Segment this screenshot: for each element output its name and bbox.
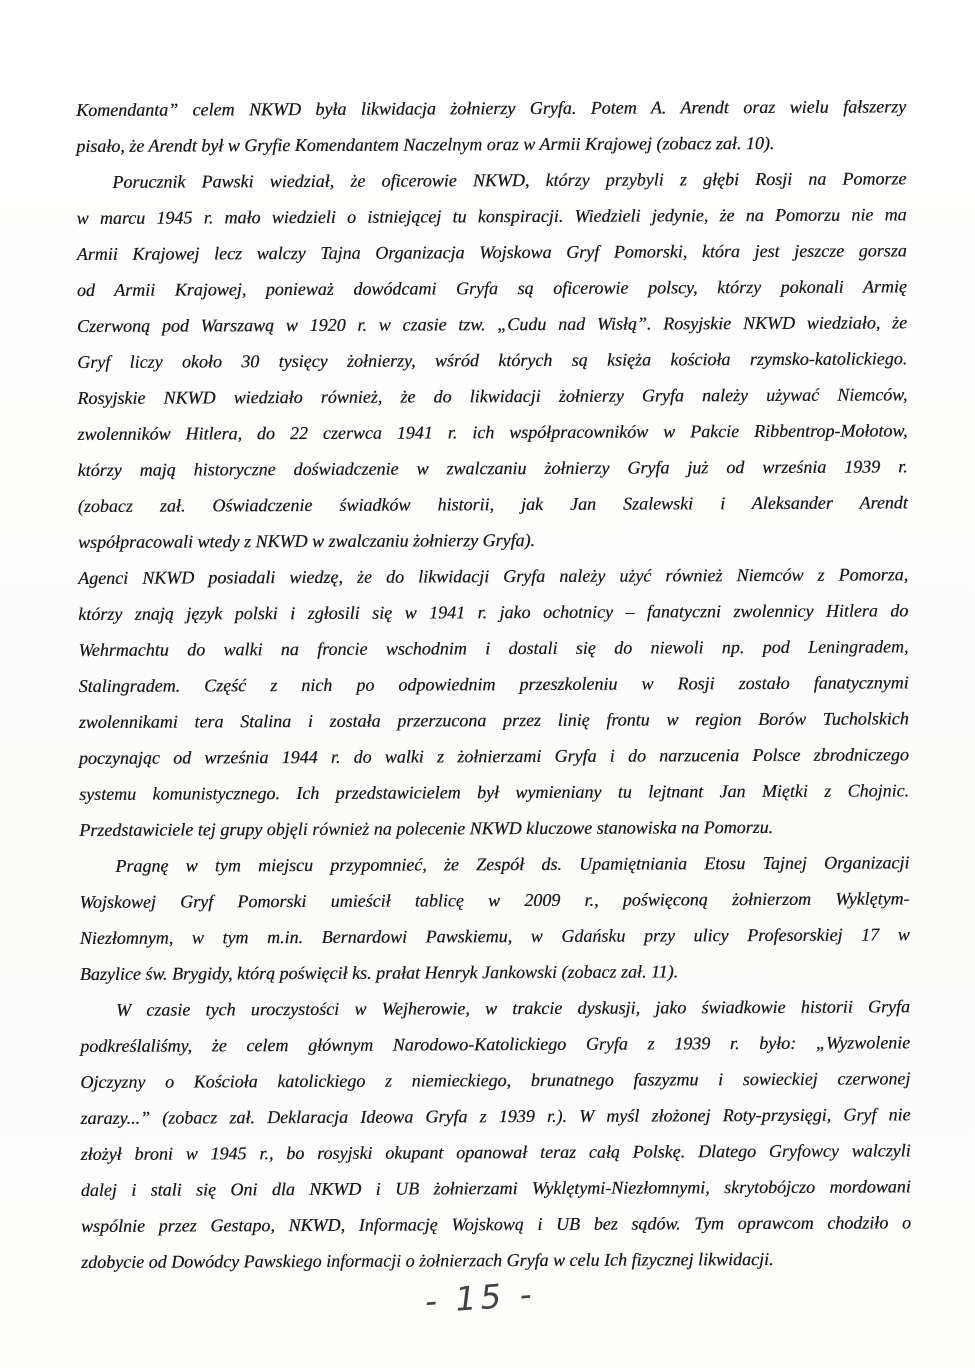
text-line: podkreślaliśmy, że celem głównym Narodowo-Katolickiego Gryfa z 1939 r. było: „Wyzwolenie bbox=[80, 1032, 911, 1056]
text-line: którzy mają historyczne doświadczenie w zwalczaniu żołnierzy Gryfa już od września 1939 r. bbox=[77, 456, 908, 480]
paragraph bbox=[78, 556, 909, 848]
paragraph bbox=[79, 844, 910, 992]
text-line: Komendanta” celem NKWD była likwidacja żołnierzy Gryfa. Potem A. Arendt oraz wielu fałszerzy bbox=[76, 96, 907, 120]
text-line: Porucznik Pawski wiedział, że oficerowie NKWD, którzy przybyli z głębi Rosji na Pomorze bbox=[112, 168, 907, 192]
document-text-block bbox=[76, 88, 911, 1280]
text-line: dalej i stali się Oni dla NKWD i UB żołnierzami Wyklętymi-Niezłomnymi, skrytobójczo mordowani bbox=[80, 1176, 911, 1200]
text-line: Rosyjskie NKWD wiedziało również, że do likwidacji żołnierzy Gryfa należy używać Niemców, bbox=[77, 384, 908, 408]
text-line: Niezłomnym, w tym m.in. Bernardowi Pawskiemu, w Gdańsku przy ulicy Profesorskiej 17 w bbox=[79, 924, 910, 948]
text-line: Gryf liczy około 30 tysięcy żołnierzy, wśród których są księża kościoła rzymsko-katolickiego. bbox=[77, 348, 908, 372]
text-line: złożył broni w 1945 r., bo rosyjski okupant opanował teraz całą Polskę. Dlatego Gryfowcy walczyli bbox=[80, 1140, 911, 1164]
text-line: Stalingradem. Część z nich po odpowiednim przeszkoleniu w Rosji zostało fanatycznymi bbox=[78, 672, 909, 696]
text-line: w marcu 1945 r. mało wiedzieli o istniejącej tu konspiracji. Wiedzieli jedynie, że na Pomorzu nie ma bbox=[76, 204, 907, 228]
page-number-handwritten: - 15 - bbox=[423, 1274, 537, 1321]
text-line: (zobacz zał. Oświadczenie świadków historii, jak Jan Szalewski i Aleksander Arendt bbox=[77, 492, 908, 516]
text-line: Pragnę w tym miejscu przypomnieć, że Zespół ds. Upamiętniania Etosu Tajnej Organizacji bbox=[115, 852, 910, 876]
text-line: zarazy...” (zobacz zał. Deklaracja Ideowa Gryfa z 1939 r.). W myśl złożonej Roty-przysięgi, Gryf nie bbox=[80, 1104, 911, 1128]
text-line: zwolennikami tera Stalina i została przerzucona przez linię frontu w region Borów Tucholskich bbox=[78, 708, 909, 732]
text-line: zdobycie od Dowódcy Pawskiego informacji o żołnierzach Gryfa w celu Ich fizycznej likwidacji. bbox=[81, 1248, 774, 1272]
text-line: Bazylice św. Brygidy, którą poświęcił ks. prałat Henryk Jankowski (zobacz zał. 11). bbox=[79, 961, 679, 984]
text-line: W czasie tych uroczystości w Wejherowie, w trakcie dyskusji, jako świadkowie historii Gryfa bbox=[115, 996, 911, 1020]
text-line: Wehrmachtu do walki na froncie wschodnim i dostali się do niewoli np. pod Leningradem, bbox=[78, 636, 909, 660]
text-line: zwolenników Hitlera, do 22 czerwca 1941 r. ich współpracowników w Pakcie Ribbentrop-Mołotow, bbox=[77, 420, 908, 444]
text-line: poczynając od września 1944 r. do walki z żołnierzami Gryfa i do narzucenia Polsce zbrodniczego bbox=[78, 744, 909, 768]
text-line: Wojskowej Gryf Pomorski umieścił tablicę w 2009 r., poświęconą żołnierzom Wyklętym- bbox=[79, 888, 910, 912]
text-line: Armii Krajowej lecz walczy Tajna Organizacja Wojskowa Gryf Pomorski, która jest jeszcze gorsza bbox=[76, 240, 907, 264]
text-line: Przedstawiciele tej grupy objęli również na polecenie NKWD kluczowe stanowiska na Pomorzu. bbox=[79, 816, 774, 840]
paragraph bbox=[76, 88, 906, 164]
text-line: wspólnie przez Gestapo, NKWD, Informację Wojskową i UB bez sądów. Tym oprawcom chodziło o bbox=[80, 1212, 911, 1236]
paragraph bbox=[76, 160, 908, 560]
text-line: współpracowali wtedy z NKWD w zwalczaniu żołnierzy Gryfa). bbox=[77, 530, 536, 552]
paragraph bbox=[80, 988, 911, 1280]
text-line: Agenci NKWD posiadali wiedzę, że do likwidacji Gryfa należy użyć również Niemców z Pomorza, bbox=[78, 564, 909, 588]
text-line: systemu komunistycznego. Ich przedstawicielem był wymieniany tu lejtnant Jan Miętki z Chojnic. bbox=[79, 780, 910, 804]
text-line: od Armii Krajowej, ponieważ dowódcami Gryfa są oficerowie polscy, którzy pokonali Armię bbox=[76, 276, 907, 300]
text-line: którzy znają język polski i zgłosili się w 1941 r. jako ochotnicy – fanatyczni zwolennicy Hitlera do bbox=[78, 600, 909, 624]
text-line: pisało, że Arendt był w Gryfie Komendantem Naczelnym oraz w Armii Krajowej (zobacz zał. 10). bbox=[76, 132, 775, 156]
text-line: Czerwoną pod Warszawą w 1920 r. w czasie tzw. „Cudu nad Wisłą”. Rosyjskie NKWD wiedziało, że bbox=[76, 312, 908, 336]
text-line: Ojczyzny o Kościoła katolickiego z niemieckiego, brunatnego faszyzmu i sowieckiej czerwonej bbox=[80, 1068, 911, 1092]
